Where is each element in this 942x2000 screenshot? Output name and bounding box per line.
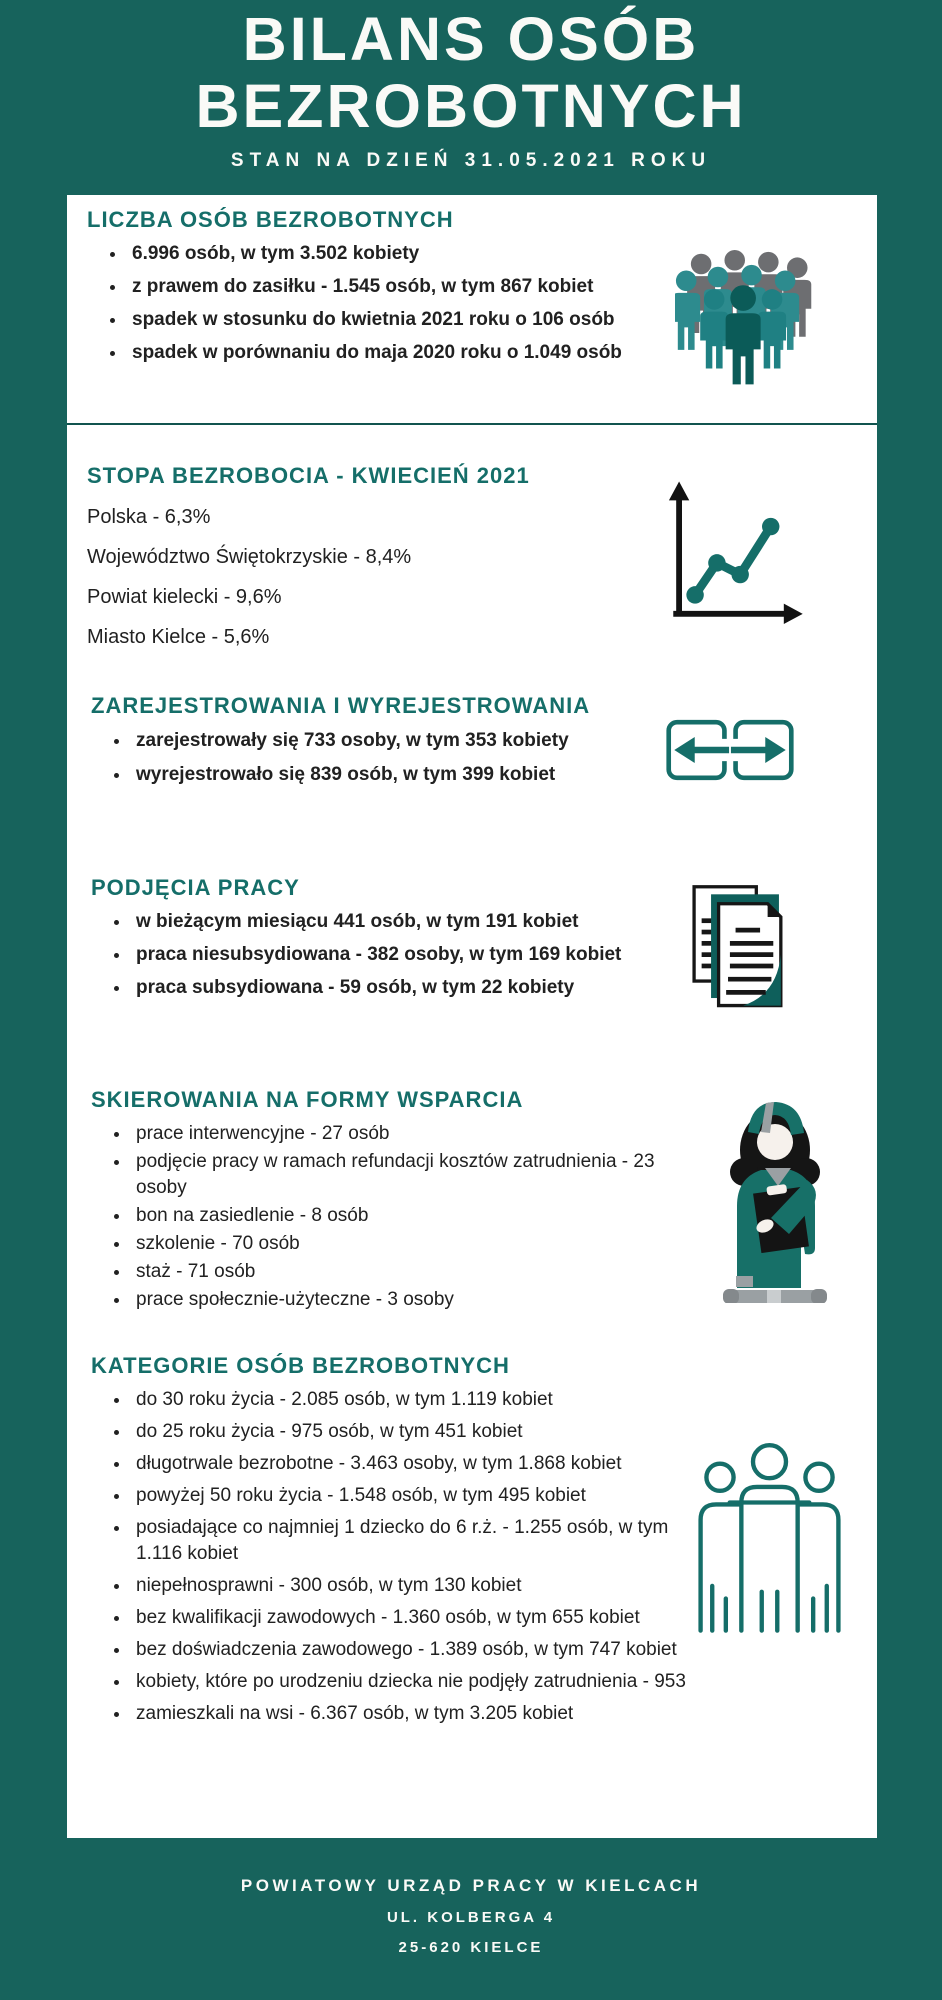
- footer-org-name: POWIATOWY URZĄD PRACY W KIELCACH: [240, 1876, 702, 1895]
- list-item: • praca subsydiowana - 59 osób, w tym 22 kobiety: [131, 976, 691, 1000]
- stat-line: Polska - 6,3%: [87, 506, 211, 528]
- list-item: • powyżej 50 roku życia - 1.548 osób, w tym 495 kobiet: [131, 1483, 691, 1509]
- footer-city: 25-620 KIELCE: [398, 1939, 544, 1956]
- list-item: • wyrejestrowało się 839 osób, w tym 399 kobiet: [131, 763, 691, 787]
- list-item: • prace społecznie-użyteczne - 3 osoby: [131, 1287, 666, 1313]
- section-heading: KATEGORIE OSÓB BEZROBOTNYCH: [91, 1353, 510, 1378]
- list-item: • zamieszkali na wsi - 6.367 osób, w tym 3.205 kobiet: [131, 1701, 691, 1727]
- footer: [0, 1876, 942, 1969]
- bullet-list: [91, 1121, 666, 1313]
- bullet-list: [91, 1387, 691, 1727]
- worker-woman-icon: [703, 1088, 853, 1303]
- stat-line: Miasto Kielce - 5,6%: [87, 626, 270, 648]
- bullet-list: [91, 729, 691, 787]
- list-item: • do 25 roku życia - 975 osób, w tym 451 kobiet: [131, 1419, 691, 1445]
- list-item: • kobiety, które po urodzeniu dziecka nie podjęły zatrudnienia - 953: [131, 1669, 691, 1695]
- list-item: • bez doświadczenia zawodowego - 1.389 osób, w tym 747 kobiet: [131, 1637, 691, 1663]
- list-item: • staż - 71 osób: [131, 1259, 666, 1285]
- section-zarejestrowania: [91, 693, 691, 797]
- section-heading: STOPA BEZROBOCIA - KWIECIEŃ 2021: [87, 463, 530, 488]
- list-item: • bon na zasiedlenie - 8 osób: [131, 1203, 666, 1229]
- section-liczba-osob: [87, 207, 677, 374]
- section-heading: SKIEROWANIA NA FORMY WSPARCIA: [91, 1087, 524, 1112]
- section-stopa-bezrobocia: [87, 463, 677, 657]
- bullet-list: [87, 242, 677, 365]
- page-subtitle: STAN NA DZIEŃ 31.05.2021 ROKU: [230, 150, 712, 171]
- stat-line: Województwo Świętokrzyskie - 8,4%: [87, 546, 412, 568]
- page-title: [0, 6, 942, 140]
- section-heading: ZAREJESTROWANIA I WYREJESTROWANIA: [91, 693, 591, 718]
- list-item: • niepełnosprawni - 300 osób, w tym 130 kobiet: [131, 1573, 691, 1599]
- list-item: • 6.996 osób, w tym 3.502 kobiety: [127, 242, 677, 266]
- section-kategorie: [91, 1353, 691, 1733]
- list-item: • szkolenie - 70 osób: [131, 1231, 666, 1257]
- list-item: • posiadające co najmniej 1 dziecko do 6 r.ż. - 1.255 osób, w tym 1.116 kobiet: [131, 1515, 691, 1567]
- list-item: • podjęcie pracy w ramach refundacji kosztów zatrudnienia - 23 osoby: [131, 1149, 666, 1201]
- stat-line: Powiat kielecki - 9,6%: [87, 586, 282, 608]
- section-divider: [67, 423, 877, 425]
- people-outline-icon: [687, 1438, 852, 1633]
- section-heading: PODJĘCIA PRACY: [91, 875, 300, 900]
- plain-line-list: [87, 497, 677, 657]
- list-item: • zarejestrowały się 733 osoby, w tym 353 kobiety: [131, 729, 691, 753]
- list-item: • spadek w porównaniu do maja 2020 roku o 1.049 osób: [127, 341, 677, 365]
- list-item: • z prawem do zasiłku - 1.545 osób, w tym 867 kobiet: [127, 275, 677, 299]
- bullet-list: [91, 910, 691, 1000]
- section-skierowania: [91, 1087, 666, 1315]
- list-item: • spadek w stosunku do kwietnia 2021 roku o 106 osób: [127, 308, 677, 332]
- people-crowd-icon: [675, 235, 815, 390]
- content-card: [67, 195, 877, 1838]
- list-item: • do 30 roku życia - 2.085 osób, w tym 1.119 kobiet: [131, 1387, 691, 1413]
- page-title-line2: BEZROBOTNYCH: [195, 72, 747, 141]
- list-item: • prace interwencyjne - 27 osób: [131, 1121, 666, 1147]
- section-heading: LICZBA OSÓB BEZROBOTNYCH: [87, 207, 454, 232]
- list-item: • bez kwalifikacji zawodowych - 1.360 osób, w tym 655 kobiet: [131, 1605, 691, 1631]
- page-title-line1: BILANS OSÓB: [242, 5, 700, 73]
- footer-street: UL. KOLBERGA 4: [386, 1909, 556, 1926]
- list-item: • w bieżącym miesiącu 441 osób, w tym 191 kobiet: [131, 910, 691, 934]
- list-item: • długotrwale bezrobotne - 3.463 osoby, w tym 1.868 kobiet: [131, 1451, 691, 1477]
- list-item: • praca niesubsydiowana - 382 osoby, w tym 169 kobiet: [131, 943, 691, 967]
- documents-icon: [685, 883, 805, 1015]
- section-podjecia-pracy: [91, 875, 691, 1009]
